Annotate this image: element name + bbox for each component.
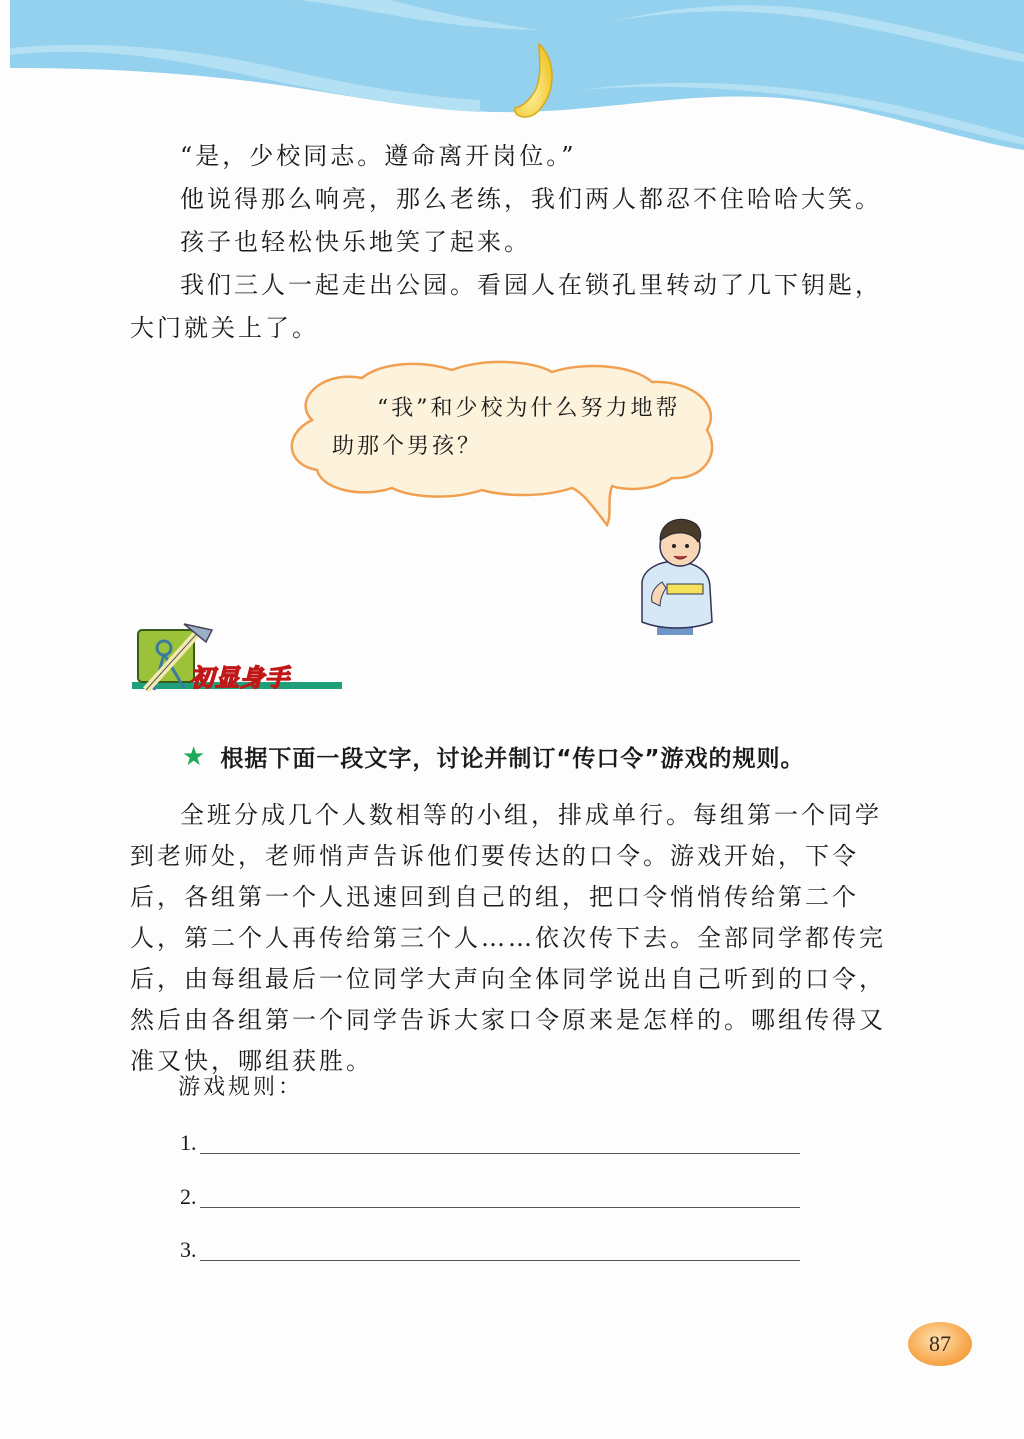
star-icon: ★ — [182, 741, 207, 772]
rules-label: 游戏规则： — [178, 1075, 304, 1100]
boy-illustration — [622, 510, 732, 635]
rule-item — [180, 1178, 800, 1210]
story-paragraph: 孩子也轻松快乐地笑了起来。 — [180, 228, 531, 256]
speech-bubble-text: “我”和少校为什么努力地帮助那个男孩？ — [332, 396, 681, 459]
story-paragraph: 我们三人一起走出公园。看园人在锁孔里转动了几下钥匙，大门就关上了。 — [130, 271, 882, 342]
story-paragraph: “是，少校同志。遵命离开岗位。” — [180, 142, 577, 170]
rule-number: 3. — [180, 1237, 197, 1262]
rule-item — [180, 1124, 800, 1156]
rule-input-2[interactable] — [200, 1183, 800, 1208]
rule-number: 1. — [180, 1130, 197, 1155]
story-paragraph: 他说得那么响亮，那么老练，我们两人都忍不住哈哈大笑。 — [180, 185, 882, 213]
game-passage: 全班分成几个人数相等的小组，排成单行。每组第一个同学到老师处，老师悄声告诉他们要传达的口令。游戏开始，下令后，各组第一个人迅速回到自己的组，把口令悄悄传给第二个人，第二个人再传给第三个人……依次传下去。全部同学都传完后，由每组最后一位同学大声向全体同学说出自己听到的口令，然后由各组第一个同学告诉大家口令原来是怎样的。哪组传得又准又快，哪组获胜。 — [130, 801, 886, 1075]
task-heading — [182, 740, 902, 773]
crescent-moon-icon — [495, 40, 575, 120]
rule-number: 2. — [180, 1184, 197, 1209]
section-badge-label: 初显身手 — [190, 664, 290, 692]
rule-item — [180, 1231, 800, 1263]
task-text: 根据下面一段文字，讨论并制订“传口令”游戏的规则。 — [220, 746, 805, 772]
page-number-badge — [908, 1322, 972, 1366]
rule-input-3[interactable] — [200, 1236, 800, 1261]
page-number: 87 — [929, 1331, 951, 1356]
rule-input-1[interactable] — [200, 1129, 800, 1154]
section-badge — [124, 620, 344, 700]
